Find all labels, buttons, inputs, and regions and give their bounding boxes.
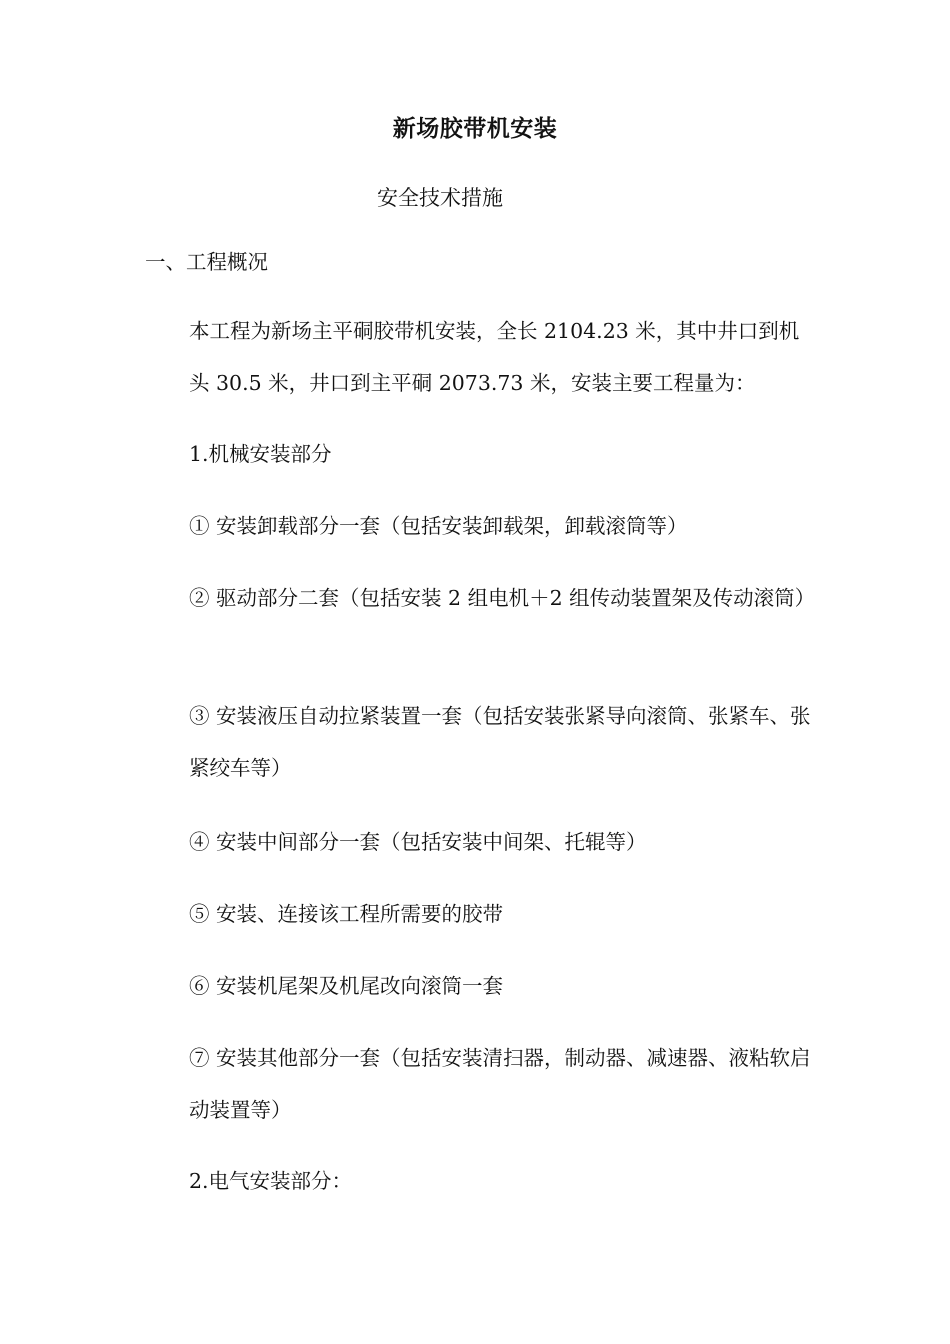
part2-heading: 2.电气安装部分：	[189, 1169, 353, 1193]
document-subtitle: 安全技术措施	[377, 186, 503, 210]
part1-heading: 1.机械安装部分	[189, 442, 332, 466]
section-heading-overview: 一、工程概况	[145, 250, 268, 274]
list-item-7: ⑦ 安装其他部分一套（包括安装清扫器，制动器、减速器、液粘软启动装置等）	[189, 1046, 811, 1122]
intro-paragraph: 本工程为新场主平硐胶带机安装，全长 2104.23 米，其中井口到机头 30.5 米，井口到主平硐 2073.73 米，安装主要工程量为：	[189, 319, 800, 395]
list-item-6: ⑥ 安装机尾架及机尾改向滚筒一套	[189, 974, 504, 998]
list-item-4: ④ 安装中间部分一套（包括安装中间架、托辊等）	[189, 830, 647, 854]
list-item-3: ③ 安装液压自动拉紧装置一套（包括安装张紧导向滚筒、张紧车、张紧绞车等）	[189, 704, 811, 780]
list-item-2: ② 驱动部分二套（包括安装 2 组电机＋2 组传动装置架及传动滚筒）	[189, 586, 816, 610]
document-title: 新场胶带机安装	[392, 116, 558, 142]
list-item-5: ⑤ 安装、连接该工程所需要的胶带	[189, 902, 504, 926]
list-item-1: ① 安装卸载部分一套（包括安装卸载架，卸载滚筒等）	[189, 514, 688, 538]
